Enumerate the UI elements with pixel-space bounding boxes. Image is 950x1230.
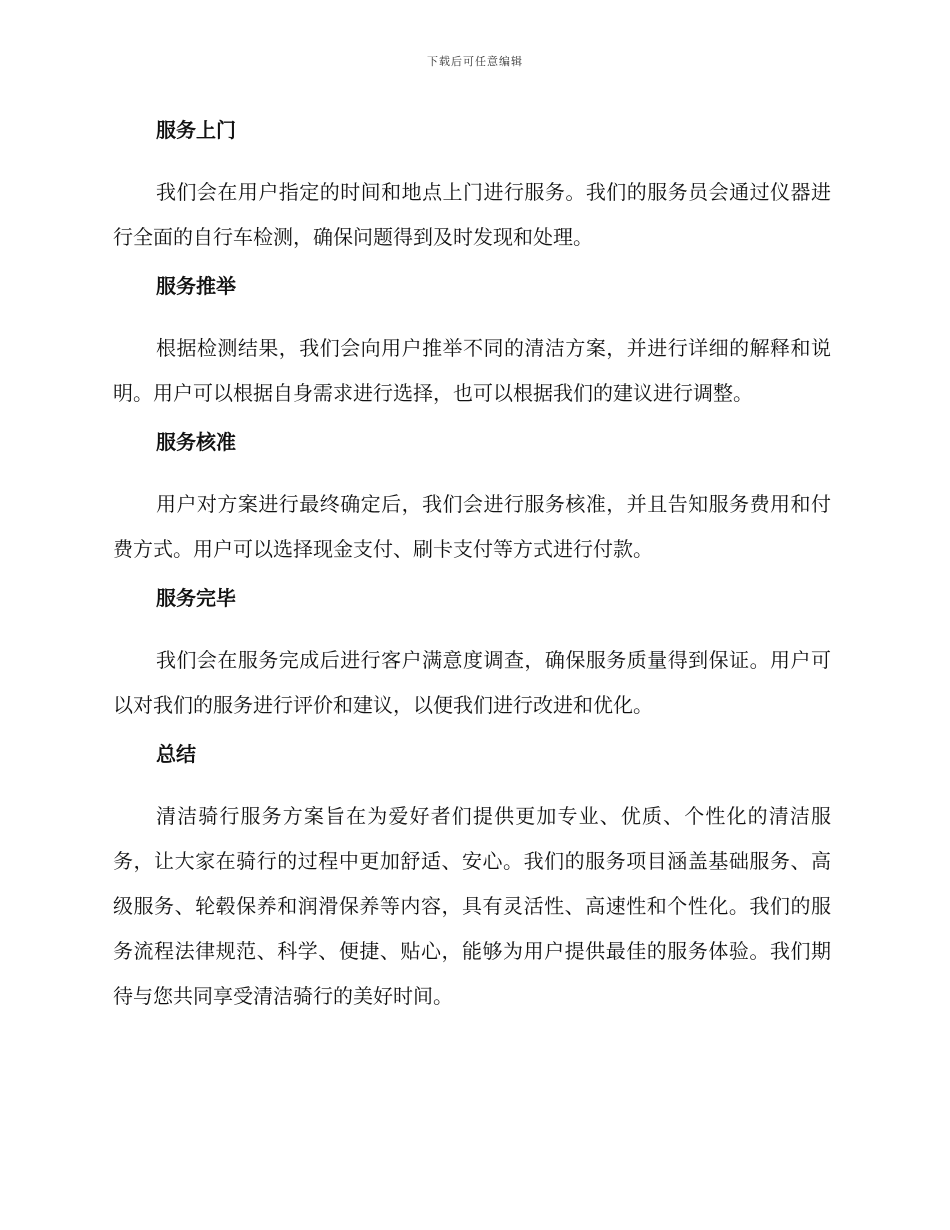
section-heading-service-recommend: 服务推举 — [156, 274, 236, 298]
section-body-summary: 清洁骑行服务方案旨在为爱好者们提供更加专业、优质、个性化的清洁服务，让大家在骑行的过程中更加舒适、安心。我们的服务项目涵盖基础服务、高级服务、轮毂保养和润滑保养等内容，具有灵活性、高速性和个性化。我们的服务流程法律规范、科学、便捷、贴心，能够为用户提供最佳的服务体验。我们期待与您共同享受清洁骑行的美好时间。 — [113, 804, 831, 1008]
section-heading-summary: 总结 — [156, 742, 196, 766]
section-heading-service-approval: 服务核准 — [156, 430, 236, 454]
document-body — [113, 112, 831, 1027]
section-body-service-visit: 我们会在用户指定的时间和地点上门进行服务。我们的服务员会通过仪器进行全面的自行车检测，确保问题得到及时发现和处理。 — [113, 180, 831, 249]
section-body-service-approval: 用户对方案进行最终确定后，我们会进行服务核准，并且告知服务费用和付费方式。用户可以选择现金支付、刷卡支付等方式进行付款。 — [113, 492, 831, 561]
section-body-service-complete: 我们会在服务完成后进行客户满意度调查，确保服务质量得到保证。用户可以对我们的服务进行评价和建议，以便我们进行改进和优化。 — [113, 648, 831, 717]
section-heading-service-visit: 服务上门 — [156, 118, 236, 142]
section-body-service-recommend: 根据检测结果，我们会向用户推举不同的清洁方案，并进行详细的解释和说明。用户可以根据自身需求进行选择，也可以根据我们的建议进行调整。 — [113, 336, 831, 405]
page-header: 下载后可任意编辑 — [427, 55, 523, 68]
section-heading-service-complete: 服务完毕 — [156, 586, 236, 610]
